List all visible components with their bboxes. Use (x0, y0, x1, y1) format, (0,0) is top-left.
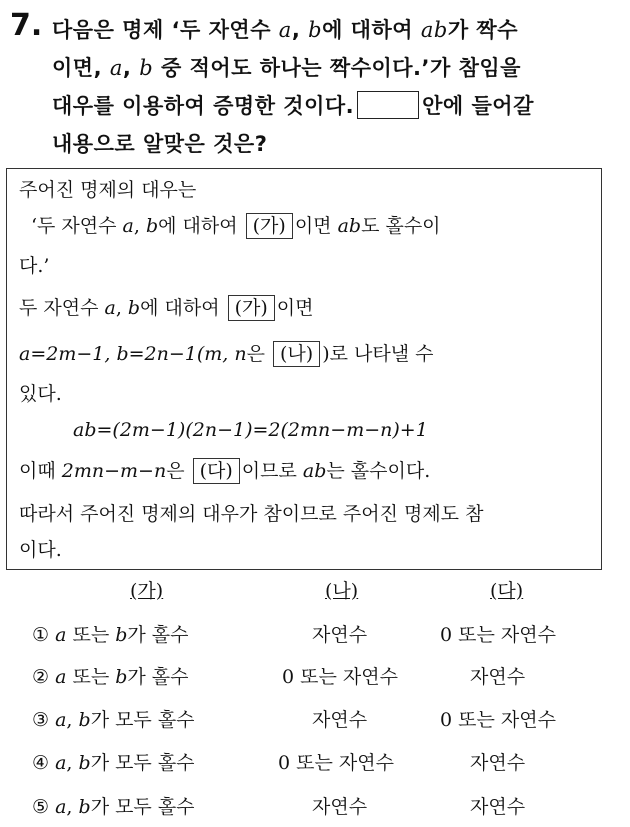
option-5-da: 자연수 (470, 796, 526, 818)
header-da: (다) (490, 580, 524, 602)
option-3-na: 자연수 (312, 709, 368, 731)
option-3-da: 0 또는 자연수 (440, 709, 556, 731)
proof-line-5: a=2m−1, b=2n−1(m, n은 (나) )로 나타낼 수 (19, 343, 434, 365)
question-line-2: 이면, a, b 중 적어도 하나는 짝수이다.’가 참임을 (52, 56, 521, 80)
question-line-4: 내용으로 알맞은 것은? (52, 132, 268, 156)
question-line-3: 대우를 이용하여 증명한 것이다. 안에 들어갈 (52, 90, 534, 120)
proof-line-3: 다.’ (19, 255, 50, 277)
header-ga: (가) (130, 580, 164, 602)
option-5-na: 자연수 (312, 796, 368, 818)
option-2-da: 자연수 (470, 666, 526, 688)
option-3-ga: ③ a, b가 모두 홀수 (32, 709, 195, 731)
question-line-1: 다음은 명제 ‘두 자연수 a, b에 대하여 ab가 짝수 (52, 18, 518, 42)
proof-line-2: ‘두 자연수 a, b에 대하여 (가) 이면 ab도 홀수이 (31, 215, 441, 237)
question-number: 7. (10, 8, 43, 43)
option-4-na: 0 또는 자연수 (278, 752, 394, 774)
proof-line-10: 이다. (19, 539, 62, 561)
slot-da: (다) (193, 458, 240, 484)
option-1-na: 자연수 (312, 624, 368, 646)
slot-na: (나) (273, 341, 320, 367)
proof-line-8: 이때 2mn−m−n은 (다) 이므로 ab는 홀수이다. (19, 460, 431, 482)
option-5-ga: ⑤ a, b가 모두 홀수 (32, 796, 195, 818)
proof-box (6, 168, 602, 570)
option-1-da: 0 또는 자연수 (440, 624, 556, 646)
answer-blank-box (357, 91, 419, 119)
header-na: (나) (325, 580, 359, 602)
option-1-ga: ① a 또는 b가 홀수 (32, 624, 189, 646)
slot-ga: (가) (246, 213, 293, 239)
option-4-da: 자연수 (470, 752, 526, 774)
slot-ga: (가) (228, 295, 275, 321)
proof-line-4: 두 자연수 a, b에 대하여 (가) 이면 (19, 297, 314, 319)
proof-line-9: 따라서 주어진 명제의 대우가 참이므로 주어진 명제도 참 (19, 503, 484, 525)
proof-line-1: 주어진 명제의 대우는 (19, 179, 197, 201)
proof-line-7: ab=(2m−1)(2n−1)=2(2mn−m−n)+1 (73, 419, 428, 441)
proof-line-6: 있다. (19, 383, 62, 405)
option-2-ga: ② a 또는 b가 홀수 (32, 666, 189, 688)
option-2-na: 0 또는 자연수 (282, 666, 398, 688)
option-4-ga: ④ a, b가 모두 홀수 (32, 752, 195, 774)
